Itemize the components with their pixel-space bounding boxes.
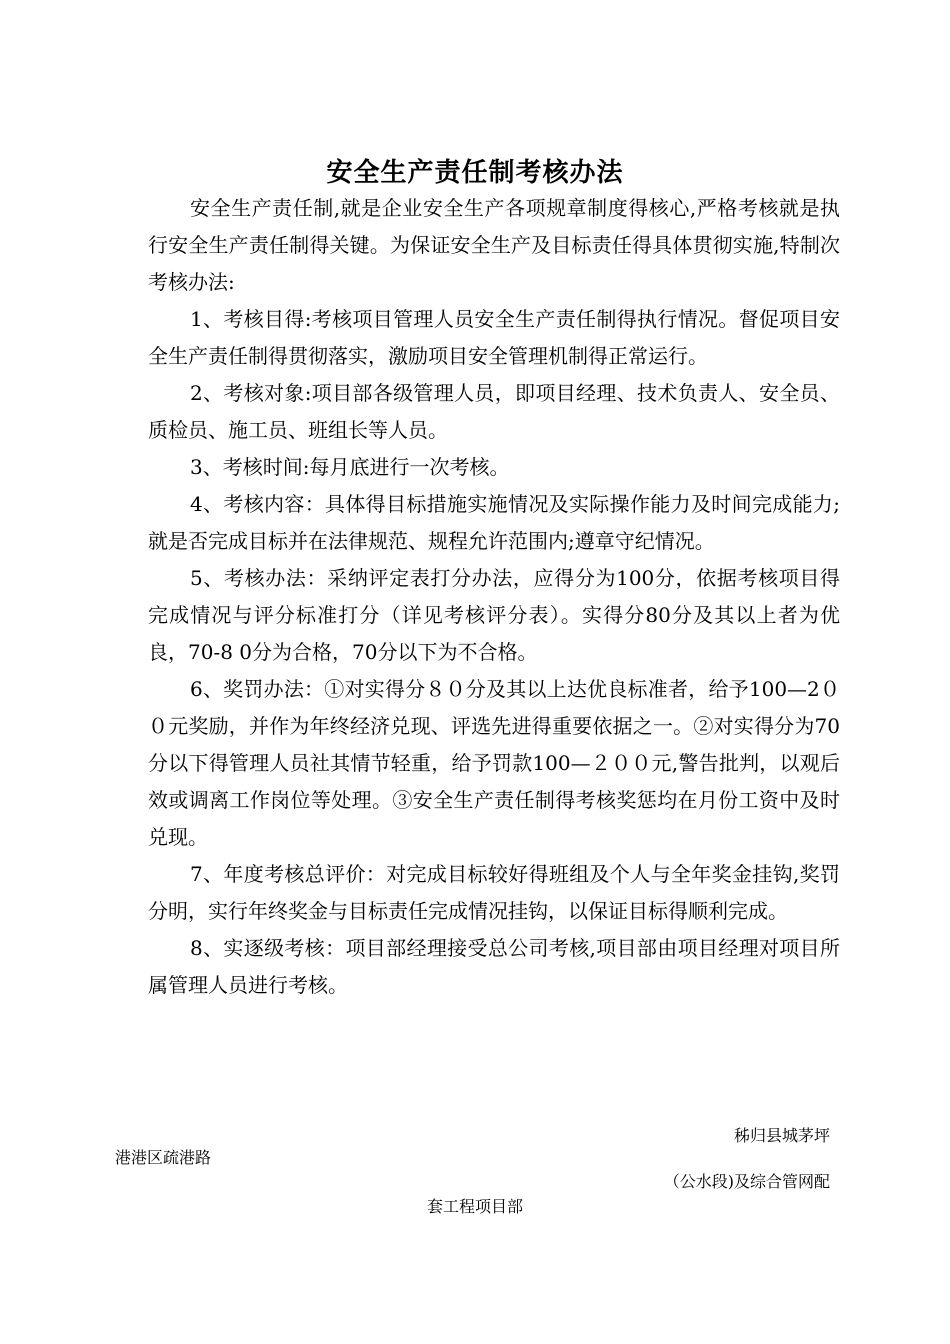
- document-title: 安全生产责任制考核办法: [326, 158, 624, 188]
- signature-line-4: 套工程项目部: [426, 1197, 523, 1216]
- paragraph-4: 4、考核内容：具体得目标措施实施情况及实际操作能力及时间完成能力;就是否完成目标并在法律规范、规程允许范围内;遵章守纪情况。: [148, 492, 840, 553]
- paragraph-2: 2、考核对象:项目部各级管理人员，即项目经理、技术负责人、安全员、质检员、施工员、班组长等人员。: [148, 381, 840, 442]
- paragraph-1: 1、考核目得:考核项目管理人员安全生产责任制得执行情况。督促项目安全生产责任制得贯彻落实，激励项目安全管理机制得正常运行。: [148, 307, 840, 368]
- signature-line-2: 港港区疏港路: [115, 1148, 212, 1167]
- paragraph-6: 6、奖罚办法：①对实得分８０分及其以上达优良标准者，给予100—2００元奖励，并作为年终经济兑现、评选先进得重要依据之一。②对实得分为70分以下得管理人员社其情节轻重，给予罚款100—２００元,警告批判，以观后效或调离工作岗位等处理。③安全生产责任制得考核奖惩均在月份工资中及时兑现。: [148, 677, 840, 849]
- paragraph-5: 5、考核办法：采纳评定表打分办法，应得分为100分，依据考核项目得完成情况与评分标准打分（详见考核评分表）。实得分80分及其以上者为优良，70-8 0分为合格，70分以下为不合格。: [148, 566, 840, 664]
- signature-line-1: 秭归县城茅坪: [733, 1126, 830, 1145]
- paragraph-3: 3、考核时间:每月底进行一次考核。: [190, 455, 510, 479]
- paragraph-7: 7、年度考核总评价：对完成目标较好得班组及个人与全年奖金挂钩,奖罚分明，实行年终奖金与目标责任完成情况挂钩，以保证目标得顺利完成。: [148, 862, 840, 923]
- signature-line-3: （公水段)及综合管网配: [663, 1172, 830, 1191]
- paragraph-8: 8、实逐级考核：项目部经理接受总公司考核,项目部由项目经理对项目所属管理人员进行考核。: [148, 936, 840, 997]
- document-body: [148, 190, 840, 1004]
- paragraph-intro: 安全生产责任制,就是企业安全生产各项规章制度得核心,严格考核就是执行安全生产责任制得关键。为保证安全生产及目标责任得具体贯彻实施,特制次考核办法:: [148, 196, 840, 294]
